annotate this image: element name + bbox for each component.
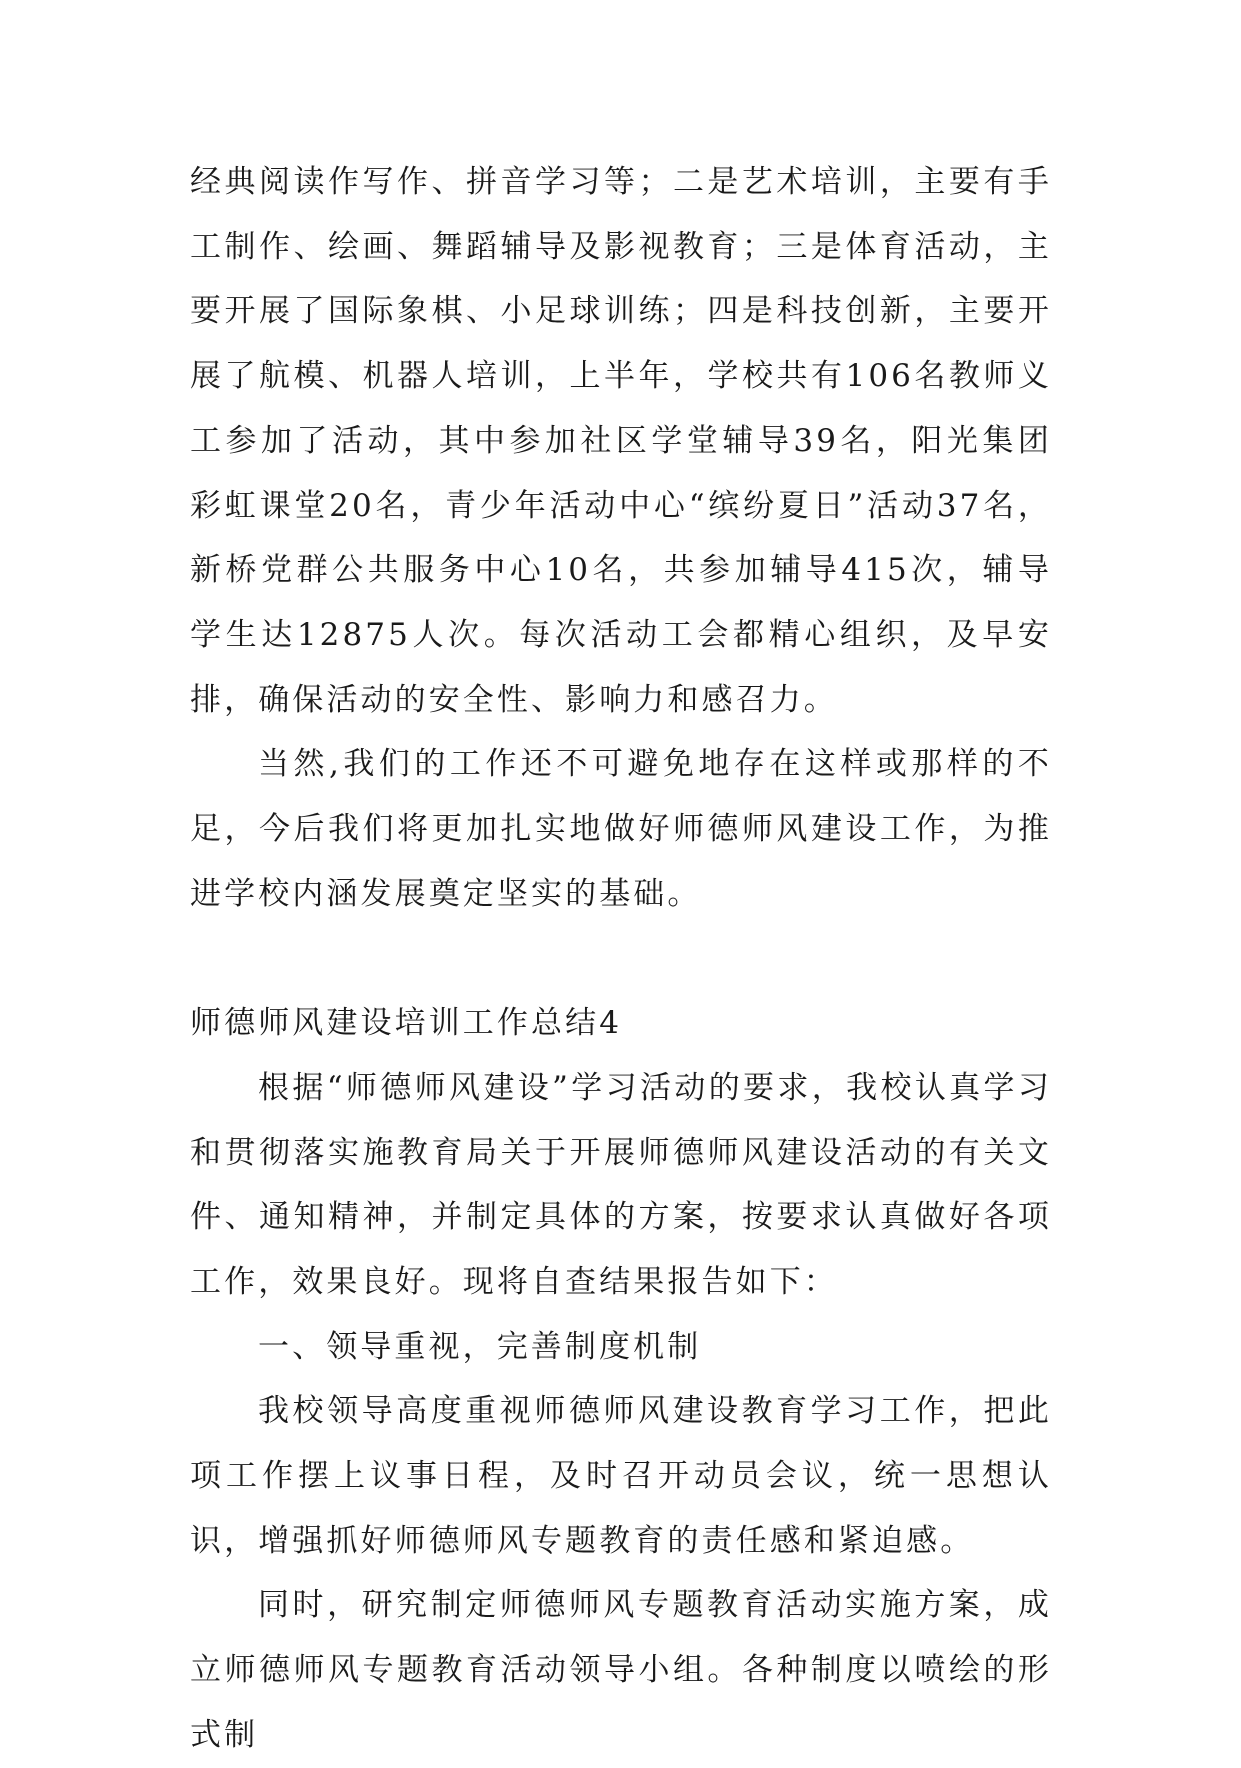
- document-body: [190, 150, 1052, 1768]
- paragraph-plan: 同时，研究制定师德师风专题教育活动实施方案，成立师德师风专题教育活动领导小组。各种制度以喷绘的形式制: [190, 1587, 1052, 1753]
- subheading-leadership: 一、领导重视，完善制度机制: [258, 1328, 702, 1365]
- paragraph-intro: 根据“师德师风建设”学习活动的要求，我校认真学习和贯彻落实施教育局关于开展师德师风建设活动的有关文件、通知精神，并制定具体的方案，按要求认真做好各项工作，效果良好。现将自查结果报告如下：: [190, 1069, 1052, 1300]
- paragraph-conclusion: 当然,我们的工作还不可避免地存在这样或那样的不足，今后我们将更加扎实地做好师德师风建设工作，为推进学校内涵发展奠定坚实的基础。: [190, 746, 1052, 912]
- section-heading: 师德师风建设培训工作总结4: [190, 1005, 623, 1042]
- section-gap: [190, 926, 1052, 991]
- paragraph-leadership: 我校领导高度重视师德师风建设教育学习工作，把此项工作摆上议事日程，及时召开动员会议，统一思想认识，增强抓好师德师风专题教育的责任感和紧迫感。: [190, 1393, 1052, 1559]
- paragraph-activities: 经典阅读作写作、拼音学习等；二是艺术培训，主要有手工制作、绘画、舞蹈辅导及影视教育；三是体育活动，主要开展了国际象棋、小足球训练；四是科技创新，主要开展了航模、机器人培训，上半年，学校共有106名教师义工参加了活动，其中参加社区学堂辅导39名，阳光集团彩虹课堂20名，青少年活动中心“缤纷夏日”活动37名，新桥党群公共服务中心10名，共参加辅导415次，辅导学生达12875人次。每次活动工会都精心组织，及早安排，确保活动的安全性、影响力和感召力。: [190, 164, 1052, 718]
